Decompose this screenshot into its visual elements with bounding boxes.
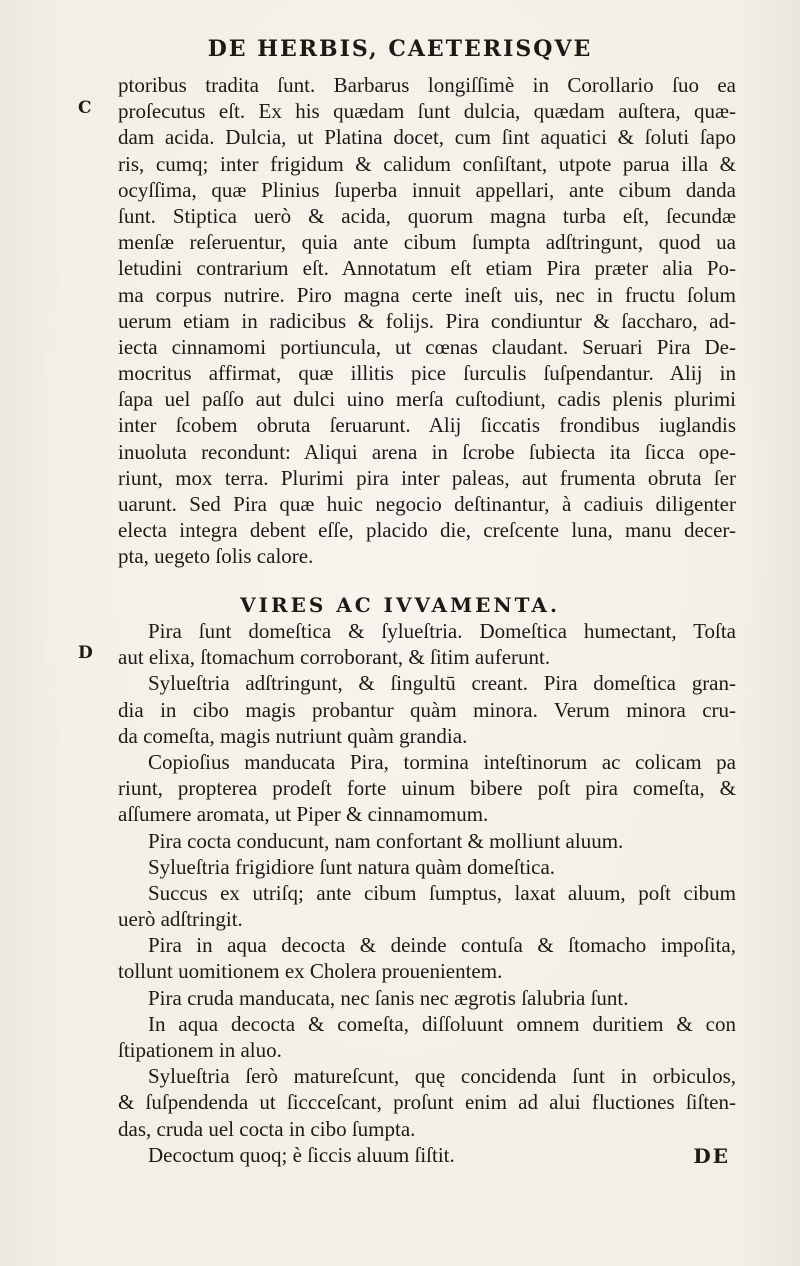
section-title: VIRES AC IVVAMENTA. [240,593,560,617]
text-line: uarunt. Sed Pira quæ huic negocio deſtinantur, à cadiuis diligenter [118,492,736,516]
running-header: DE HERBIS, CAETERISQVE [207,36,593,62]
text-line: pta, uegeto ſolis calore. [118,544,314,569]
text-line: tollunt uomitionem ex Cholera prouenientem. [118,959,503,984]
text-line: dia in cibo magis probantur quàm minora. Verum minora cru- [118,697,736,722]
text-line: ſunt. Stiptica uerò & acida, quorum magna turba eſt, ſecundæ [118,203,736,228]
text-line: Sylueſtria adſtringunt, & ſingultū creant. Pira domeſtica gran- [148,671,736,696]
text-line: ris, cumq; inter frigidum & calidum conſiſtant, utpote parua illa & [118,151,736,176]
text-line: proſecutus eſt. Ex his quædam ſunt dulcia, quædam auſtera, quæ- [118,99,736,124]
margin-letter-d: D [78,643,93,663]
text-line: electa integra debent eſſe, placido die, creſcente luna, manu decer- [118,518,736,543]
text-line: das, cruda uel cocta in cibo ſumpta. [118,1116,416,1141]
text-line: riunt, propterea prodeſt forte uinum bibere poſt pira comeſta, & [118,776,736,801]
text-line: Pira in aqua decocta & deinde contuſa & ſtomacho impoſita, [148,933,736,958]
text-line: Succus ex utriſq; ante cibum ſumptus, laxat aluum, poſt cibum [148,880,736,905]
text-line: Decoctum quoq; è ſiccis aluum ſiſtit. [148,1142,455,1167]
text-line: Pira cocta conducunt, nam confortant & molliunt aluum. [148,828,624,853]
text-line: letudini contrarium eſt. Annotatum eſt etiam Pira præter alia Po- [118,256,736,281]
text-line: Pira ſunt domeſtica & ſylueſtria. Domeſtica humectant, Toſta [148,619,736,643]
text-line: Pira cruda manducata, nec ſanis nec ægrotis ſalubria ſunt. [148,985,629,1010]
text-line: riunt, mox terra. Plurimi pira inter paleas, aut frumenta obruta ſer [118,465,736,490]
text-line: aut elixa, ſtomachum corroborant, & ſitim auferunt. [118,645,551,670]
body-paragraph [118,72,736,570]
text-line: dam acida. Dulcia, ut Platina docet, cum ſint aquatici & ſoluti ſapo [118,125,736,150]
text-line: ſtipationem in aluo. [118,1038,282,1062]
text-line: Sylueſtria frigidiore ſunt natura quàm domeſtica. [148,854,556,879]
margin-letter-c: C [78,98,92,118]
text-line: da comeſta, magis nutriunt quàm grandia. [118,723,468,748]
text-line: In aqua decocta & comeſta, diſſoluunt omnem duritiem & con [148,1011,736,1036]
text-line: ptoribus tradita ſunt. Barbarus longiſſimè in Corollario ſuo ea [118,73,736,97]
text-line: & ſuſpendenda ut ſiccceſcant, proſunt enim ad alui fluctiones ſiſten- [118,1090,736,1115]
text-line: iecta cinnamomi portiuncula, ut cœnas claudant. Seruari Pira De- [118,334,736,359]
text-line: inuoluta recondunt: Aliqui arena in ſcrobe ſubiecta ita ſicca ope- [118,439,736,464]
section-paragraphs [118,618,736,1168]
catchword: DE [693,1144,730,1168]
text-line: uerum etiam in radicibus & folijs. Pira condiuntur & ſaccharo, ad- [118,308,736,333]
text-line: aſſumere aromata, ut Piper & cinnamomum. [118,802,489,827]
text-line: ocyſſima, quæ Plinius ſuperba innuit appellari, ante cibum danda [118,177,736,202]
text-line: uerò adſtringit. [118,907,243,932]
text-line: ma corpus nutrire. Piro magna certe ineſt uis, nec in fructu ſolum [118,282,736,307]
text-line: mocritus affirmat, quæ illitis pice ſurculis ſuſpendantur. Alij in [118,361,736,386]
text-line: ſapa uel paſſo aut dulci uino merſa cuſtodiunt, cadis plenis plurimi [118,387,736,412]
text-line: menſæ reſeruentur, quia ante cibum ſumpta adſtringunt, quod ua [118,230,736,255]
text-line: Sylueſtria ſerò matureſcunt, quę concidenda ſunt in orbiculos, [148,1064,736,1089]
text-line: Copioſius manducata Pira, tormina inteſtinorum ac colicam pa [148,749,736,774]
text-line: inter ſcobem obruta ſeruarunt. Alij ſiccatis frondibus iuglandis [118,413,736,438]
